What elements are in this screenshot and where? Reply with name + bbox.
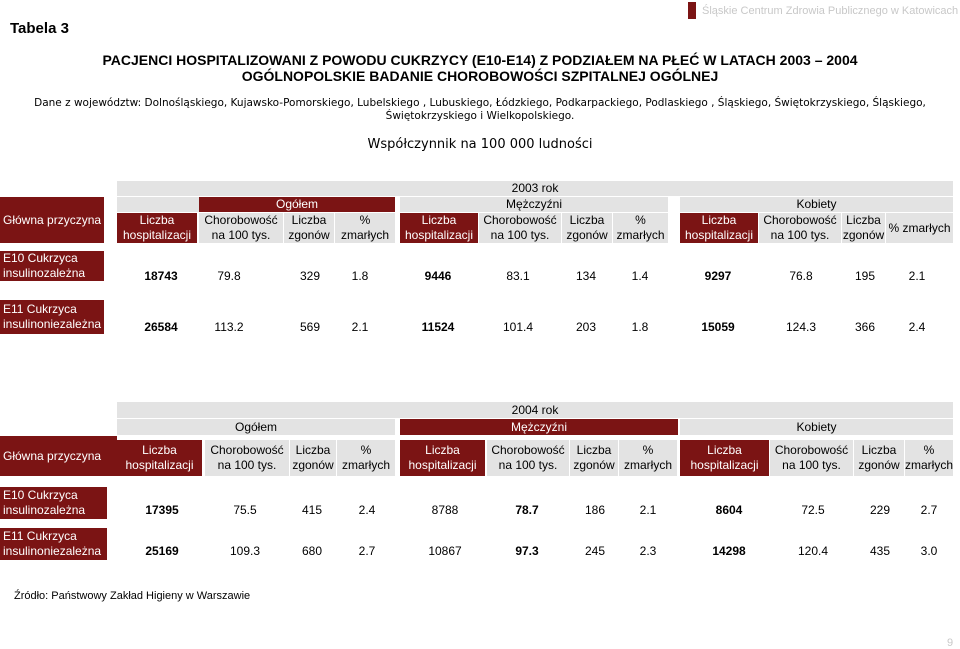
data-note-line-2: Świętokrzyskiego i Wielkopolskiego. — [385, 110, 575, 122]
subheader-total-pct — [337, 440, 395, 476]
subheader-total-morb — [205, 440, 289, 476]
table-cell: 415 — [301, 503, 323, 517]
row-label-e11-2003 — [0, 300, 104, 334]
org-accent-bar — [688, 2, 696, 19]
subheader-label: na 100 tys. — [782, 458, 841, 472]
source-note: Źródło: Państwowy Zakład Higieny w Warszawie — [14, 590, 251, 602]
subheader-label: % — [923, 443, 935, 457]
table-cell: 2.4 — [908, 320, 926, 334]
table-cell: 569 — [299, 320, 321, 334]
year-label: 2003 rok — [511, 181, 559, 195]
table-cell: 8604 — [715, 503, 743, 517]
table-cell: 203 — [575, 320, 597, 334]
page-number: 9 — [947, 637, 954, 649]
table-cell: 11524 — [421, 320, 455, 334]
table-cell: 2.1 — [351, 320, 369, 334]
subheader-men-deaths — [570, 440, 618, 476]
table-cell: 76.8 — [789, 269, 813, 283]
table-cell: 186 — [584, 503, 606, 517]
subheader-label: na 100 tys. — [217, 458, 277, 472]
table-cell: 15059 — [701, 320, 735, 334]
table-cell: 72.5 — [801, 503, 825, 517]
subheader-label: Liczba — [569, 213, 605, 227]
subheader-label: Liczba — [701, 213, 737, 227]
group-total-label-cell — [199, 197, 395, 212]
table-cell: 14298 — [712, 544, 746, 558]
subheader-label: zgonów — [566, 228, 608, 242]
org-name: Śląskie Centrum Zdrowia Publicznego w Katowicach — [702, 5, 959, 17]
subheader-label: % — [359, 213, 371, 227]
subheader-total-morb — [199, 213, 283, 243]
subheader-label: Liczba — [295, 443, 331, 457]
subheader-label: zmarłych — [341, 458, 390, 472]
group-men — [400, 419, 678, 435]
subheader-label: hospitalizacji — [404, 228, 474, 242]
table-cell: 2.4 — [358, 503, 376, 517]
data-note-line-1: Dane z województw: Dolnośląskiego, Kujawsko-Pomorskiego, Lubelskiego , Lubuskiego, Łódzkiego, Podkarpackiego, Podlaskiego , Śląskiego, Świętokrzyskiego, Śląskiego, — [34, 97, 926, 109]
group-total — [117, 419, 395, 435]
group-women-label: Kobiety — [796, 197, 837, 211]
row-label-line: E11 Cukrzyca — [3, 302, 77, 316]
subheader-men-morb — [479, 213, 561, 243]
row-label-line: E11 Cukrzyca — [3, 529, 77, 543]
title-line-1: PACJENCI HOSPITALIZOWANI Z POWODU CUKRZYCY (E10-E14) Z PODZIAŁEM NA PŁEĆ W LATACH 2003 – 2004 — [102, 52, 858, 68]
table-cell: 2.1 — [908, 269, 926, 283]
table-cell: 9446 — [424, 269, 452, 283]
subheader-total-hosp — [117, 213, 197, 243]
row-label-line: insulinoniezależna — [3, 317, 102, 331]
table-cell: 83.1 — [506, 269, 530, 283]
subheader-men-pct — [619, 440, 677, 476]
table-cell: 366 — [854, 320, 876, 334]
row-label-line: insulinoniezależna — [3, 544, 102, 558]
table-cell: 10867 — [428, 544, 462, 558]
group-women — [680, 419, 953, 435]
subheader-label: Chorobowość — [210, 443, 284, 457]
subheader-men-hosp — [400, 213, 478, 243]
header-main-cause — [0, 197, 104, 243]
subheader-label: na 100 tys. — [490, 228, 550, 242]
subheader-label: Chorobowość — [491, 443, 565, 457]
subheader-label: Liczba — [291, 213, 327, 227]
subheader-label: % zmarłych — [888, 220, 951, 235]
subheader-label: Chorobowość — [204, 213, 278, 227]
table-cell: 9297 — [704, 269, 732, 283]
group-men-label: Mężczyźni — [505, 197, 562, 211]
subheader-label: Chorobowość — [483, 213, 557, 227]
table-cell: 8788 — [431, 503, 459, 517]
group-women — [680, 197, 953, 212]
table-cell: 1.8 — [631, 320, 649, 334]
subheader-label: zgonów — [288, 228, 330, 242]
subheader-label: hospitalizacji — [122, 228, 192, 242]
group-total-label: Ogółem — [234, 419, 278, 434]
table-cell: 101.4 — [502, 320, 534, 334]
subheader-total-deaths — [284, 213, 334, 243]
table-cell: 245 — [584, 544, 606, 558]
subheader-label: na 100 tys. — [498, 458, 558, 472]
row-label-line: insulinozależna — [3, 266, 86, 280]
subheader-label: Liczba — [425, 443, 460, 457]
subheader-label: zgonów — [842, 228, 885, 242]
subheader-label: % — [635, 213, 646, 227]
table-cell: 25169 — [145, 544, 179, 558]
subheader-total-hosp — [117, 440, 202, 476]
subheader-men-hosp — [400, 440, 485, 476]
subheader-women-deaths — [854, 440, 904, 476]
subheader-men-morb — [487, 440, 569, 476]
row-label-e11-2004 — [0, 528, 107, 560]
table-cell: 3.0 — [920, 544, 938, 558]
subheader-label: Liczba — [139, 213, 175, 227]
subheader-label: Liczba — [846, 213, 881, 227]
row-label-e10-2004 — [0, 487, 107, 519]
table-cell: 78.7 — [515, 503, 539, 517]
table-cell: 1.8 — [351, 269, 369, 283]
table-cell: 75.5 — [233, 503, 257, 517]
subheader-label: Chorobowość — [774, 443, 849, 457]
table-label: Tabela 3 — [10, 20, 69, 37]
group-men — [400, 197, 668, 212]
table-cell: 680 — [301, 544, 323, 558]
year-header-2004 — [117, 402, 953, 418]
subheader-women-hosp — [680, 440, 769, 476]
subheader-label: na 100 tys. — [211, 228, 271, 242]
header-main-cause — [0, 436, 117, 476]
row-label-e10-2003 — [0, 251, 104, 281]
table-cell: 17395 — [145, 503, 179, 517]
table-cell: 2.1 — [639, 503, 657, 517]
subheader-label: zgonów — [573, 458, 615, 472]
year-header-2003 — [117, 181, 953, 196]
row-label-line: E10 Cukrzyca — [3, 488, 78, 502]
subheader-label: % — [360, 443, 372, 457]
subheader-women-morb — [759, 213, 841, 243]
subheader-label: zmarłych — [623, 458, 672, 472]
subheader-label: Chorobowość — [763, 213, 837, 227]
subheader-label: zmarłych — [616, 228, 665, 242]
subheader-women-pct — [886, 213, 953, 243]
header-main-cause-label: Główna przyczyna — [3, 448, 102, 463]
header-main-cause-label: Główna przyczyna — [3, 212, 102, 227]
row-label-line: E10 Cukrzyca — [3, 251, 78, 265]
subheader-label: zmarłych — [340, 228, 389, 242]
subheader-label: Liczba — [707, 443, 742, 457]
group-women-label: Kobiety — [796, 419, 837, 434]
subheader-label: Liczba — [421, 213, 457, 227]
subheader-women-deaths — [842, 213, 885, 243]
subheader-label: Liczba — [861, 443, 897, 457]
subheader-women-pct — [905, 440, 953, 476]
year-label: 2004 rok — [511, 402, 559, 417]
table-cell: 113.2 — [214, 320, 244, 334]
table-cell: 97.3 — [515, 544, 539, 558]
table-cell: 120.4 — [797, 544, 829, 558]
subheader-total-pct — [335, 213, 395, 243]
subheader-label: % — [642, 443, 654, 457]
table-cell: 195 — [854, 269, 876, 283]
table-cell: 79.8 — [217, 269, 241, 283]
group-total-label: Ogółem — [275, 197, 319, 211]
table-cell: 2.7 — [358, 544, 376, 558]
subheader-label: hospitalizacji — [125, 458, 194, 472]
table-cell: 2.3 — [639, 544, 657, 558]
subheader-total-deaths — [290, 440, 336, 476]
title-line-2: OGÓLNOPOLSKIE BADANIE CHOROBOWOŚCI SZPITALNEJ OGÓLNEJ — [241, 68, 719, 84]
table-cell: 18743 — [144, 269, 178, 283]
subheader-label: hospitalizacji — [690, 458, 759, 472]
table-cell: 134 — [575, 269, 597, 283]
table-cell: 124.3 — [785, 320, 817, 334]
rate-caption: Współczynnik na 100 000 ludności — [367, 137, 593, 152]
row-label-line: insulinozależna — [3, 503, 86, 517]
subheader-label: hospitalizacji — [684, 228, 754, 242]
table-cell: 109.3 — [229, 544, 261, 558]
table-cell: 329 — [299, 269, 321, 283]
subheader-label: hospitalizacji — [408, 458, 477, 472]
subheader-label: Liczba — [576, 443, 612, 457]
table-cell: 2.7 — [920, 503, 938, 517]
subheader-men-deaths — [562, 213, 612, 243]
subheader-label: zmarłych — [905, 458, 954, 472]
subheader-women-hosp — [680, 213, 758, 243]
subheader-men-pct — [613, 213, 668, 243]
table-cell: 229 — [869, 503, 891, 517]
subheader-label: zgonów — [292, 458, 334, 472]
subheader-label: na 100 tys. — [770, 228, 830, 242]
subheader-label: Liczba — [142, 443, 177, 457]
subheader-women-morb — [770, 440, 853, 476]
subheader-label: zgonów — [858, 458, 900, 472]
table-cell: 26584 — [144, 320, 178, 334]
table-cell: 435 — [869, 544, 891, 558]
group-men-label: Mężczyźni — [510, 419, 567, 434]
table-cell: 1.4 — [631, 269, 649, 283]
